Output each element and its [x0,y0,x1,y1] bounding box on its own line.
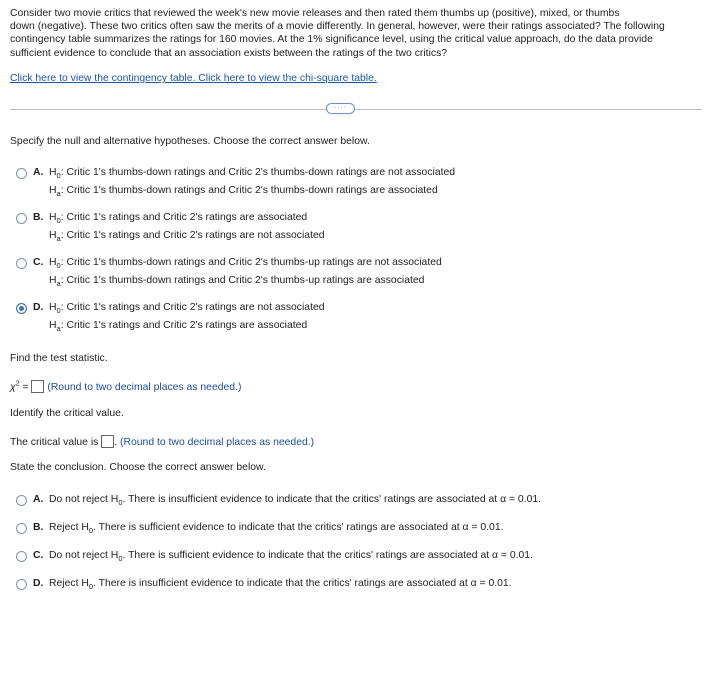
alternative-hypothesis: $H_a$: Critic 1's thumbs-down ratings and Critic 2's thumbs-down ratings are associated [49,185,438,199]
null-hypothesis: $H_0$: Critic 1's thumbs-down ratings and Critic 2's thumbs-down ratings are not associated [49,167,456,181]
radio-button[interactable] [16,168,27,179]
rounding-note: (Round to two decimal places as needed.) [120,437,315,448]
alternative-hypothesis: $H_a$: Critic 1's ratings and Critic 2's ratings are associated [49,320,308,334]
option-letter: B. [33,522,44,533]
alternative-hypothesis: $H_a$: Critic 1's thumbs-down ratings and Critic 2's thumbs-up ratings are associated [49,275,425,289]
null-hypothesis: $H_0$: Critic 1's ratings and Critic 2's ratings are associated [49,212,308,226]
conclusion-option-c[interactable] [16,550,616,566]
option-letter: B. [33,212,44,223]
radio-button[interactable] [16,551,27,562]
option-letter: D. [33,578,44,589]
option-letter: A. [33,167,44,178]
radio-button[interactable] [16,258,27,269]
option-letter: C. [33,550,44,561]
resource-links [10,73,377,84]
hypothesis-option-d[interactable] [16,302,616,338]
radio-button-selected[interactable] [16,303,27,314]
intro-line: down (negative). These two critics often saw the merits of a movie differently. In general, however, were their ratings associated? The following [10,21,665,33]
hypothesis-option-b[interactable] [16,212,616,248]
option-text: Reject $H_0$. There is sufficient evidence to indicate that the critics' ratings are associated at α = 0.01. [49,522,504,536]
conclusion-option-b[interactable] [16,522,616,538]
critical-value-row: The critical value is . (Round to two decimal places as needed.) [10,437,315,448]
hypothesis-option-a[interactable] [16,167,616,203]
test-statistic-prompt: Find the test statistic. [10,353,108,364]
rounding-note: (Round to two decimal places as needed.) [47,382,242,393]
conclusion-option-d[interactable] [16,578,616,594]
critical-value-label: The critical value is [10,437,99,448]
section-divider [10,109,702,110]
question-intro [10,7,700,60]
conclusion-prompt: State the conclusion. Choose the correct answer below. [10,462,266,473]
contingency-table-link[interactable]: Click here to view the contingency table. [10,73,196,84]
alternative-hypothesis: $H_a$: Critic 1's ratings and Critic 2's ratings are not associated [49,230,325,244]
radio-button[interactable] [16,495,27,506]
test-statistic-row: $\chi^2$ = (Round to two decimal places as needed.) [10,380,242,393]
option-letter: D. [33,302,44,313]
intro-line: Consider two movie critics that reviewed the week's new movie releases and then rated them thumbs up (positive), mixed, or thumbs [10,8,620,19]
test-statistic-input[interactable] [31,380,44,393]
radio-button[interactable] [16,579,27,590]
hypothesis-option-c[interactable] [16,257,616,293]
critical-value-input[interactable] [101,435,114,448]
option-letter: C. [33,257,44,268]
radio-button[interactable] [16,523,27,534]
intro-line: contingency table summarizes the ratings for 160 movies. At the 1% significance level, using the critical value approach, do the data provide [10,34,653,46]
chi-square-table-link[interactable]: Click here to view the chi-square table. [198,73,377,84]
null-hypothesis: $H_0$: Critic 1's thumbs-down ratings and Critic 2's thumbs-up ratings are not associated [49,257,442,271]
option-text: Do not reject $H_0$. There is sufficient evidence to indicate that the critics' ratings are associated at α = 0.01. [49,550,533,564]
conclusion-option-a[interactable] [16,494,616,510]
hypotheses-prompt: Specify the null and alternative hypotheses. Choose the correct answer below. [10,136,370,147]
null-hypothesis: $H_0$: Critic 1's ratings and Critic 2's ratings are not associated [49,302,325,316]
critical-value-prompt: Identify the critical value. [10,408,124,419]
intro-line: sufficient evidence to conclude that an association exists between the ratings of the two critics? [10,47,448,59]
chi-square-symbol: $\chi^2$ [10,380,20,393]
option-text: Reject $H_0$. There is insufficient evidence to indicate that the critics' ratings are associated at α = 0.01. [49,578,512,592]
option-letter: A. [33,494,44,505]
expand-button[interactable]: ···· [326,103,355,114]
option-text: Do not reject $H_0$. There is insufficient evidence to indicate that the critics' ratings are associated at α = 0.01. [49,494,542,508]
radio-button[interactable] [16,213,27,224]
